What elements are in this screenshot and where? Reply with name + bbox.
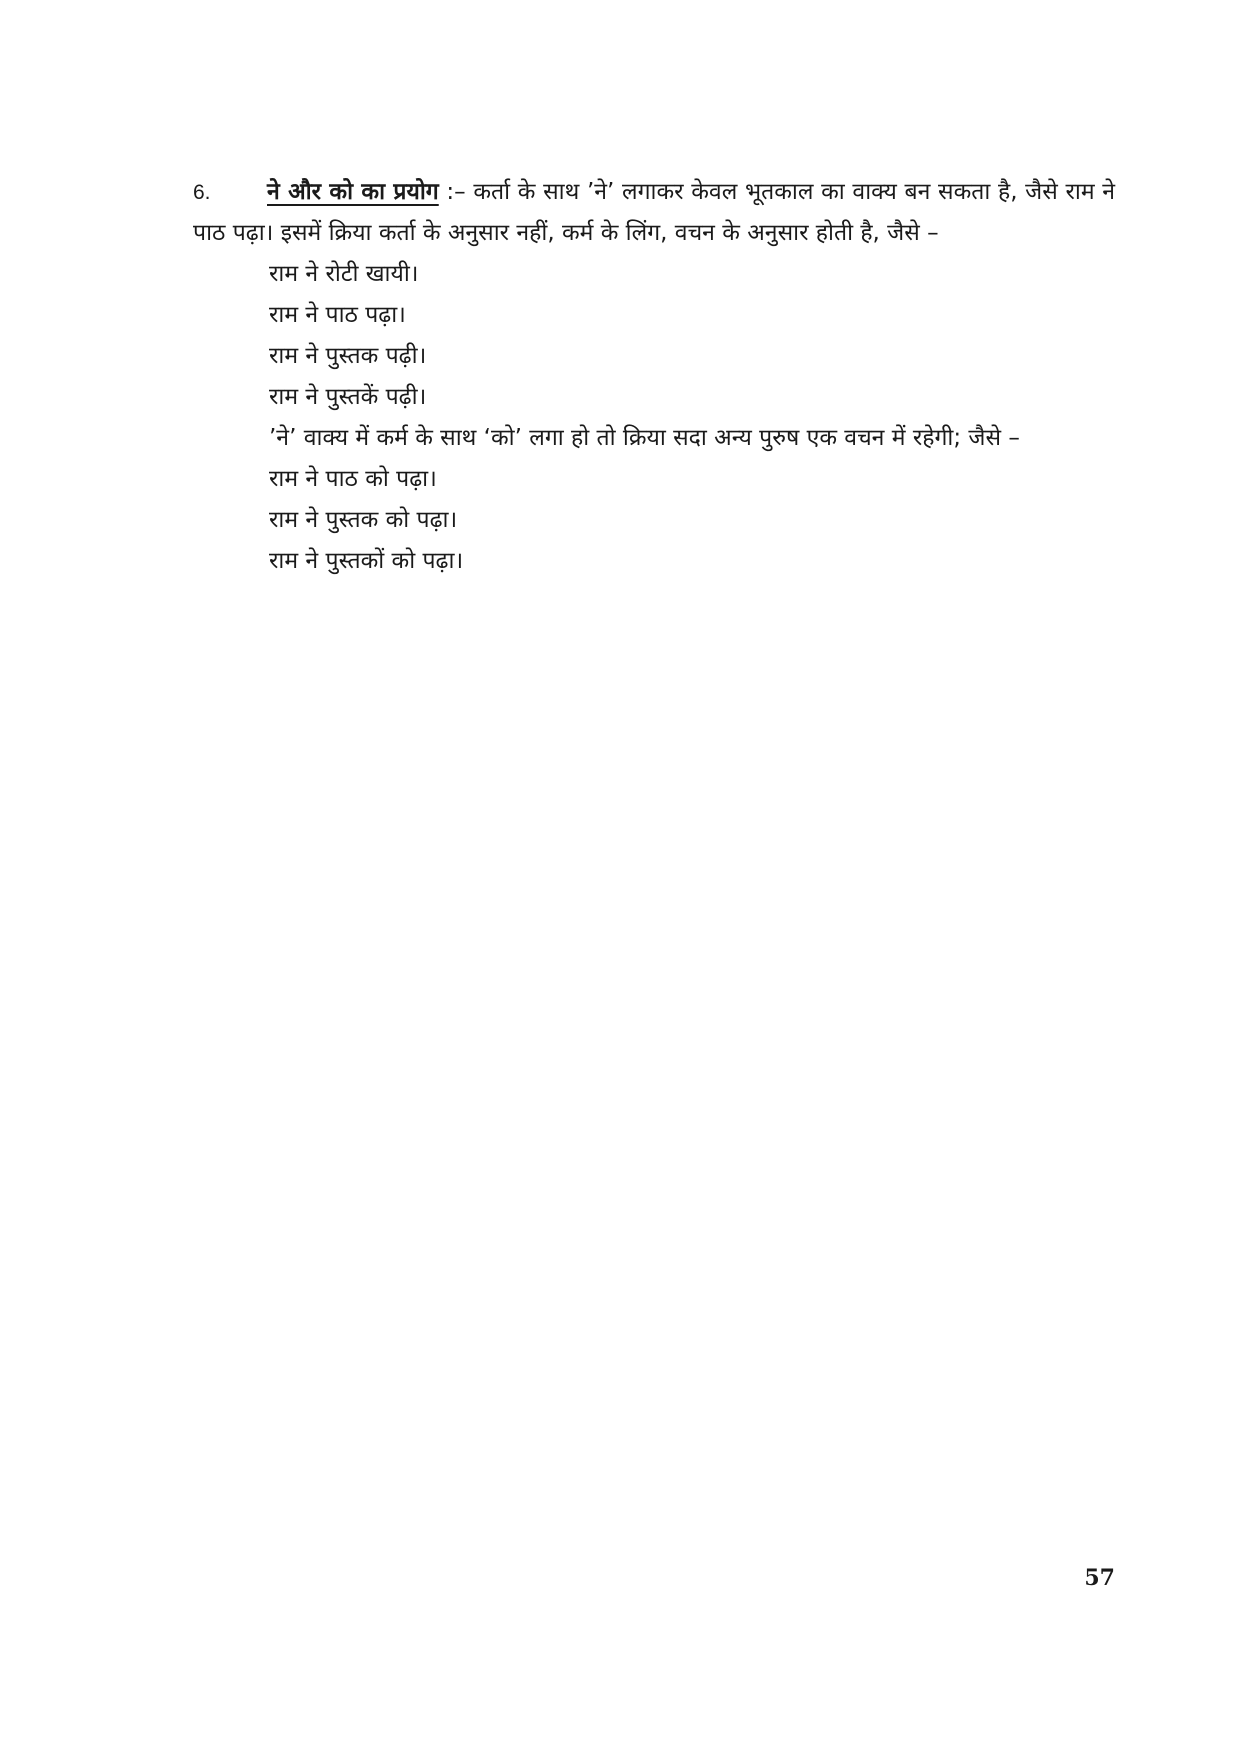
example-sentence: राम ने रोटी खायी। [269,261,419,287]
example-sentence: राम ने पुस्तकें पढ़ी। [269,384,427,410]
second-paragraph: ’ने’ वाक्य में कर्म के साथ ‘को’ लगा हो तो क्रिया सदा अन्य पुरुष एक वचन में रहेगी; जैसे – [269,425,1020,451]
section-heading: ने और को का प्रयोग [267,179,439,205]
example-sentence: राम ने पाठ को पढ़ा। [269,466,437,492]
example-list-1 [193,254,1115,418]
section-number: 6. [193,181,211,204]
intro-paragraph [193,172,1115,254]
example-sentence: राम ने पाठ पढ़ा। [269,302,406,328]
page-number: 57 [1084,1565,1115,1591]
intro-text: :– कर्ता के साथ ’ने’ लगाकर केवल भूतकाल का वाक्य बन सकता है, जैसे राम ने पाठ पढ़ा। इसमें क्रिया कर्ता के अनुसार नहीं, कर्म के लिंग, वचन के अनुसार होती है, जैसे – [193,179,1116,246]
example-list-2 [193,459,1115,582]
section-6 [193,172,1115,582]
example-sentence: राम ने पुस्तक को पढ़ा। [269,507,458,533]
example-sentence: राम ने पुस्तकों को पढ़ा। [269,548,464,574]
example-sentence: राम ने पुस्तक पढ़ी। [269,343,427,369]
